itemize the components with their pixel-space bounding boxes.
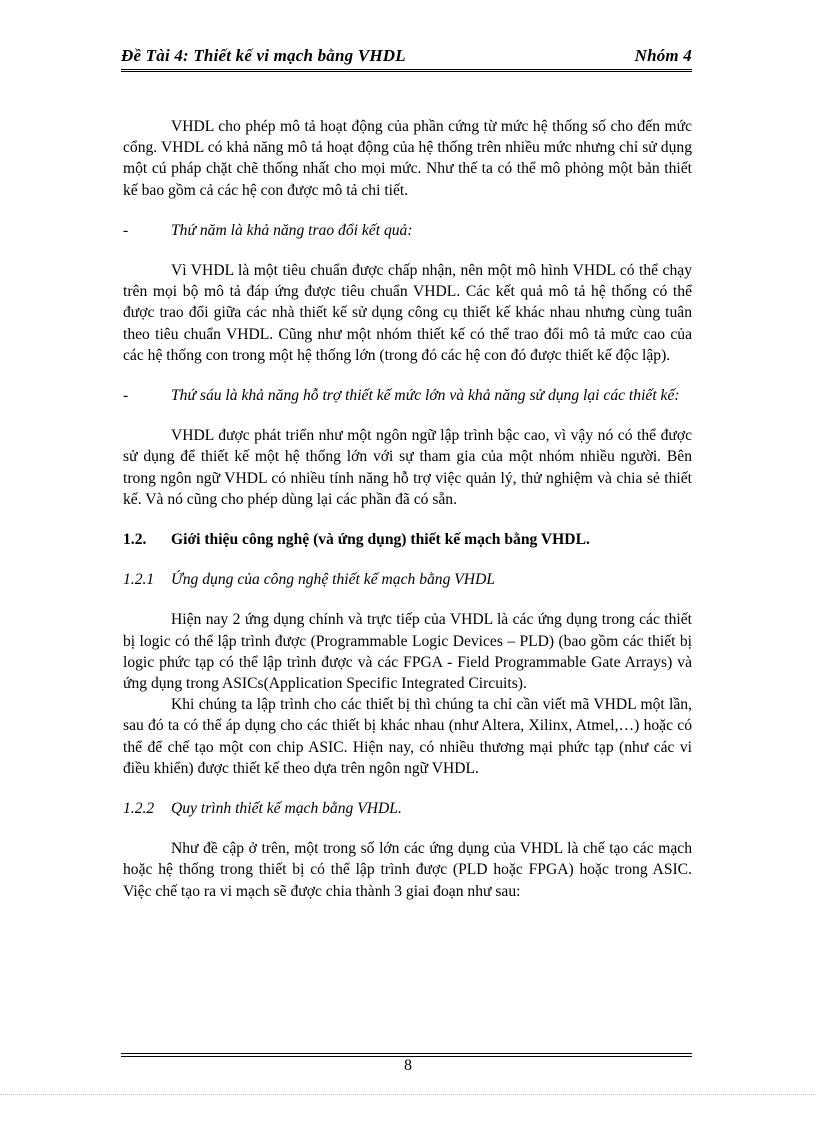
header-rule-double (121, 71, 692, 72)
subsection-title: Ứng dụng của công nghệ thiết kế mạch bằng VHDL (171, 571, 496, 589)
paragraph-programming-devices: Khi chúng ta lập trình cho các thiết bị thì chúng ta chỉ cần viết mã VHDL một lần, sau đó ta có thể áp dụng cho các thiết bị khác nhau (như Altera, Xilinx, Atmel,…) hoặc có thể để chế tạo một con chip ASIC. Hiện nay, có nhiều thương mại phức tạp (như các vi điều khiển) được thiết kế theo dựa trên ngôn ngữ VHDL. (123, 696, 692, 777)
paragraph-vhdl-high-level: VHDL được phát triển như một ngôn ngữ lập trình bậc cao, vì vậy nó có thể được sử dụng để thiết kế một hệ thống lớn với sự tham gia của một nhóm nhiều người. Bên trong ngôn ngữ VHDL có nhiều tính năng hỗ trợ việc quản lý, thử nghiệm và chia sẻ thiết kế. Và nó cũng cho phép dùng lại các phần đã có sẵn. (123, 427, 692, 508)
bullet-text: Thứ năm là khả năng trao đổi kết quả: (171, 221, 413, 239)
paragraph-design-stages: Như đề cập ở trên, một trong số lớn các ứng dụng của VHDL là chế tạo các mạch hoặc hệ thống trong thiết bị có thể lập trình được (PLD hoặc FPGA) hoặc trong ASIC. Việc chế tạo ra vi mạch sẽ được chia thành 3 giai đoạn như sau: (123, 840, 692, 900)
header-group: Nhóm 4 (634, 46, 692, 65)
subsection-number: 1.2.2 (123, 800, 155, 818)
section-number: 1.2. (123, 531, 147, 549)
bullet-exchange-results (123, 220, 692, 241)
subsection-heading-1-2-2 (123, 798, 692, 819)
paragraph-vhdl-standard: Vì VHDL là một tiêu chuẩn được chấp nhận, nên một mô hình VHDL có thể chạy trên mọi bộ mô tả đáp ứng được tiêu chuẩn VHDL. Các kết quả mô tả hệ thống có thể được trao đổi giữa các nhà thiết kế sử dụng công cụ thiết kế khác nhau nhưng cùng tuân theo tiêu chuẩn VHDL. Cũng như một nhóm thiết kế có thể trao đổi mô tả mức cao của các hệ thống con trong một hệ thống lớn (trong đó các hệ con đó được thiết kế độc lập). (123, 262, 692, 364)
subsection-number: 1.2.1 (123, 571, 155, 589)
bullet-text: Thứ sáu là khả năng hỗ trợ thiết kế mức lớn và khả năng sử dụng lại các thiết kế: (171, 387, 680, 405)
bullet-large-design-support (123, 385, 692, 406)
subsection-title: Quy trình thiết kế mạch bằng VHDL. (171, 800, 402, 818)
page-number: 8 (404, 1057, 412, 1074)
bullet-dash: - (123, 387, 129, 405)
section-title: Giới thiệu công nghệ (và ứng dụng) thiết kế mạch bằng VHDL. (171, 531, 590, 549)
header-title: Đề Tài 4: Thiết kế vi mạch bằng VHDL (121, 46, 406, 65)
bullet-dash: - (123, 221, 129, 239)
paragraph-pld-asic: Hiện nay 2 ứng dụng chính và trực tiếp của VHDL là các ứng dụng trong các thiết bị logic có thể lập trình được (Programmable Logic Devices – PLD) (bao gồm các thiết bị logic phức tạp có thể lập trình được và các FPGA - Field Programmable Gate Arrays) và ứng dụng trong ASICs(Application Specific Integrated Circuits). (123, 611, 692, 693)
page-content (123, 116, 692, 902)
header-rule (121, 69, 692, 70)
paragraph-vhdl-levels: VHDL cho phép mô tả hoạt động của phần cứng từ mức hệ thống số cho đến mức cổng. VHDL có khả năng mô tả hoạt động của hệ thống trên nhiều mức nhưng chỉ sử dụng một cú pháp chặt chẽ thống nhất cho mọi mức. Như thế ta có thể mô phỏng một bản thiết kế bao gồm cả các hệ con được mô tả chi tiết. (123, 118, 692, 199)
page-bottom-border (0, 1094, 816, 1095)
footer-rule (121, 1053, 692, 1054)
subsection-heading-1-2-1 (123, 569, 692, 590)
section-heading-1-2 (123, 529, 692, 550)
